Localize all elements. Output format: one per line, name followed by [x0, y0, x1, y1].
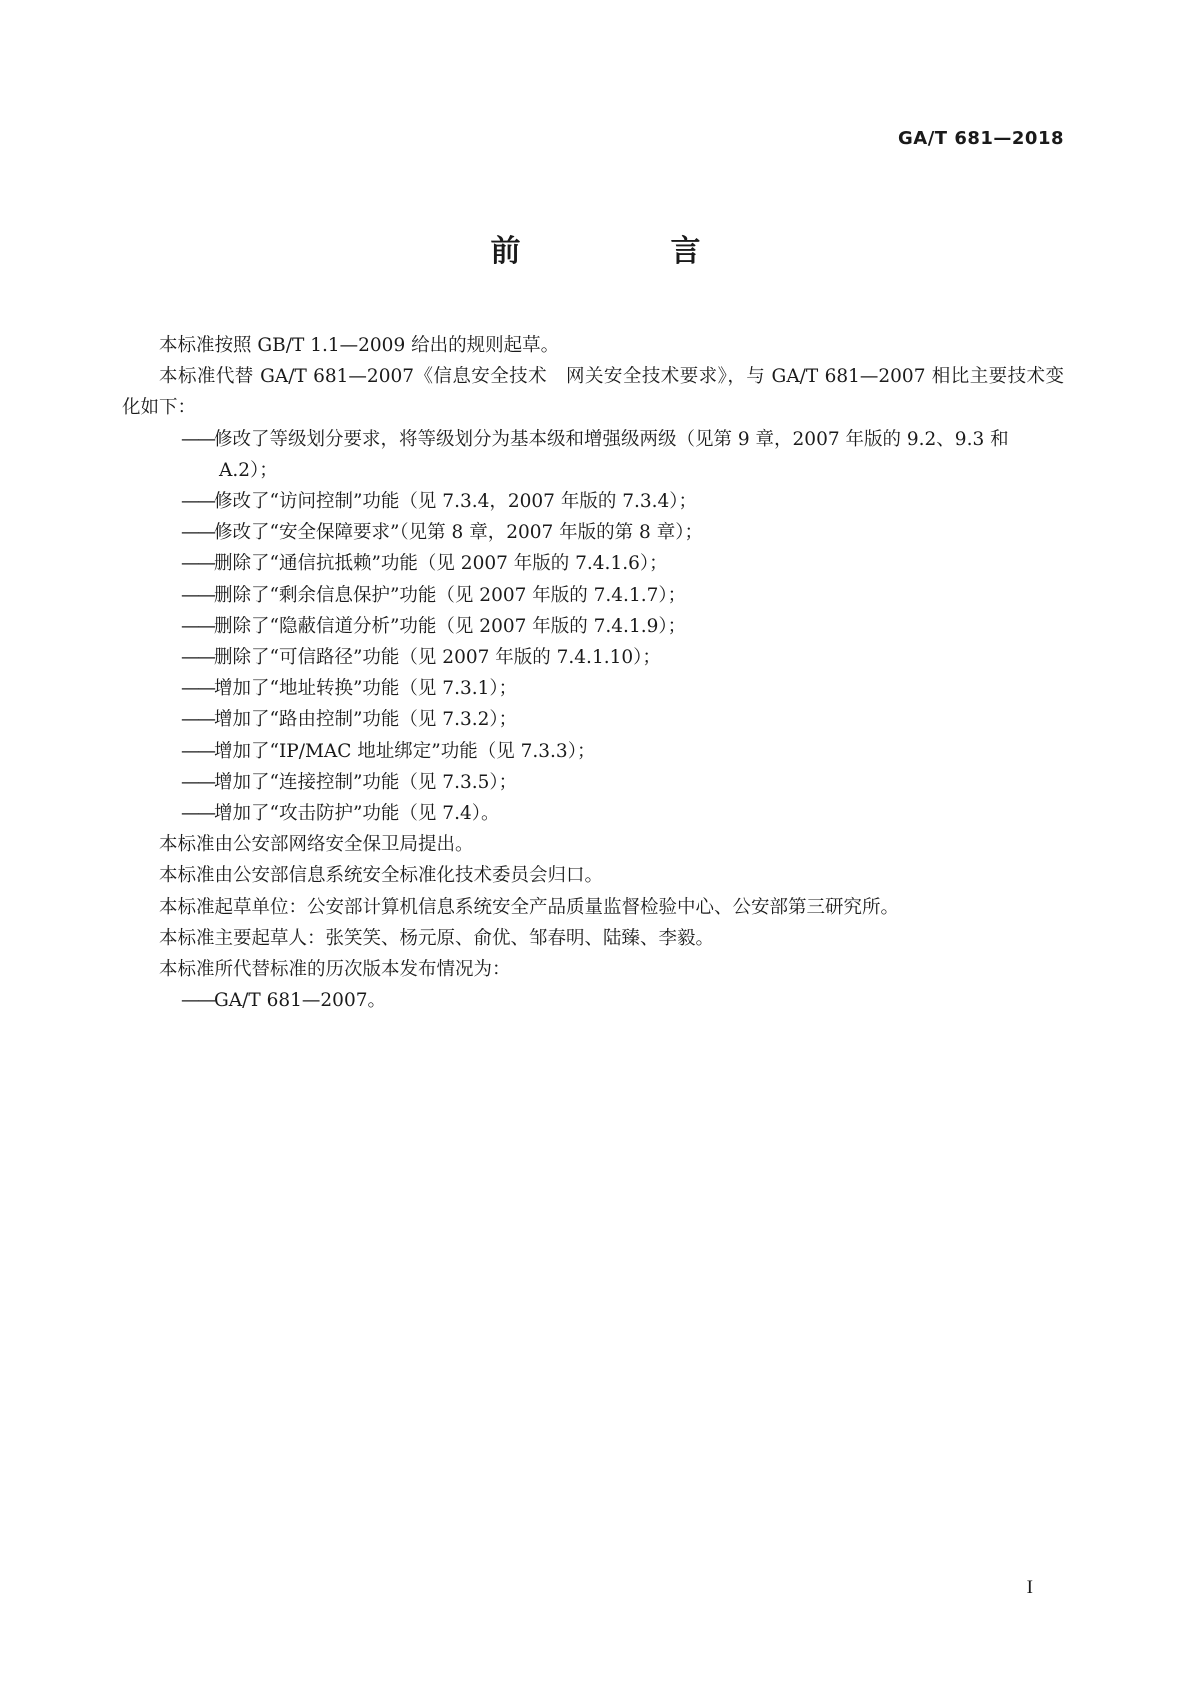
list-item: ——GA/T 681—2007。 — [181, 990, 386, 1012]
dash-mark: —— — [181, 584, 214, 606]
dash-mark: —— — [181, 803, 214, 825]
dash-mark: —— — [181, 553, 214, 575]
list-item: ——删除了“剩余信息保护”功能（见 2007 年版的 7.4.1.7）； — [181, 584, 687, 606]
page-number: I — [1026, 1577, 1033, 1598]
list-item: ——增加了“连接控制”功能（见 7.3.5）； — [181, 771, 518, 793]
changes-list — [122, 424, 1064, 830]
paragraph-proposer: 本标准由公安部网络安全保卫局提出。 — [159, 834, 474, 856]
paragraph-drafting-rules: 本标准按照 GB/T 1.1—2009 给出的规则起草。 — [159, 335, 560, 356]
standard-code: GA/T 681—2018 — [898, 128, 1064, 149]
paragraph-previous-versions: 本标准所代替标准的历次版本发布情况为： — [159, 959, 511, 981]
list-item: ——修改了等级划分要求，将等级划分为基本级和增强级两级（见第 9 章，2007 年版的 9.2、9.3 和 A.2）； — [181, 428, 1009, 481]
paragraph-committee: 本标准由公安部信息系统安全标准化技术委员会归口。 — [159, 865, 604, 887]
paragraph-replacement: 本标准代替 GA/T 681—2007《信息安全技术 网关安全技术要求》，与 GA/T 681—2007 相比主要技术变化如下： — [122, 366, 1064, 419]
dash-mark: —— — [181, 491, 214, 513]
dash-mark: —— — [181, 990, 214, 1012]
list-item: ——删除了“可信路径”功能（见 2007 年版的 7.4.1.10）； — [181, 647, 661, 669]
dash-mark: —— — [181, 771, 214, 793]
list-item: ——增加了“路由控制”功能（见 7.3.2）； — [181, 709, 518, 731]
foreword-body — [122, 330, 1064, 1016]
list-item: ——删除了“隐蔽信道分析”功能（见 2007 年版的 7.4.1.9）； — [181, 615, 687, 637]
list-item: ——修改了“访问控制”功能（见 7.3.4，2007 年版的 7.3.4）； — [181, 491, 698, 513]
page-title: 前 言 — [490, 234, 761, 269]
dash-mark: —— — [181, 740, 214, 762]
paragraph-drafting-units: 本标准起草单位：公安部计算机信息系统安全产品质量监督检验中心、公安部第三研究所。 — [159, 896, 900, 918]
list-item: ——修改了“安全保障要求”（见第 8 章，2007 年版的第 8 章）； — [181, 522, 703, 544]
list-item: ——删除了“通信抗抵赖”功能（见 2007 年版的 7.4.1.6）； — [181, 553, 668, 575]
list-item: ——增加了“地址转换”功能（见 7.3.1）； — [181, 678, 518, 700]
list-item: ——增加了“IP/MAC 地址绑定”功能（见 7.3.3）； — [181, 740, 596, 762]
dash-mark: —— — [181, 647, 214, 669]
list-item: ——增加了“攻击防护”功能（见 7.4）。 — [181, 803, 500, 825]
dash-mark: —— — [181, 428, 214, 450]
dash-mark: —— — [181, 709, 214, 731]
dash-mark: —— — [181, 678, 214, 700]
dash-mark: —— — [181, 522, 214, 544]
paragraph-drafters: 本标准主要起草人：张笑笑、杨元原、俞优、邹春明、陆臻、李毅。 — [159, 927, 715, 949]
dash-mark: —— — [181, 615, 214, 637]
